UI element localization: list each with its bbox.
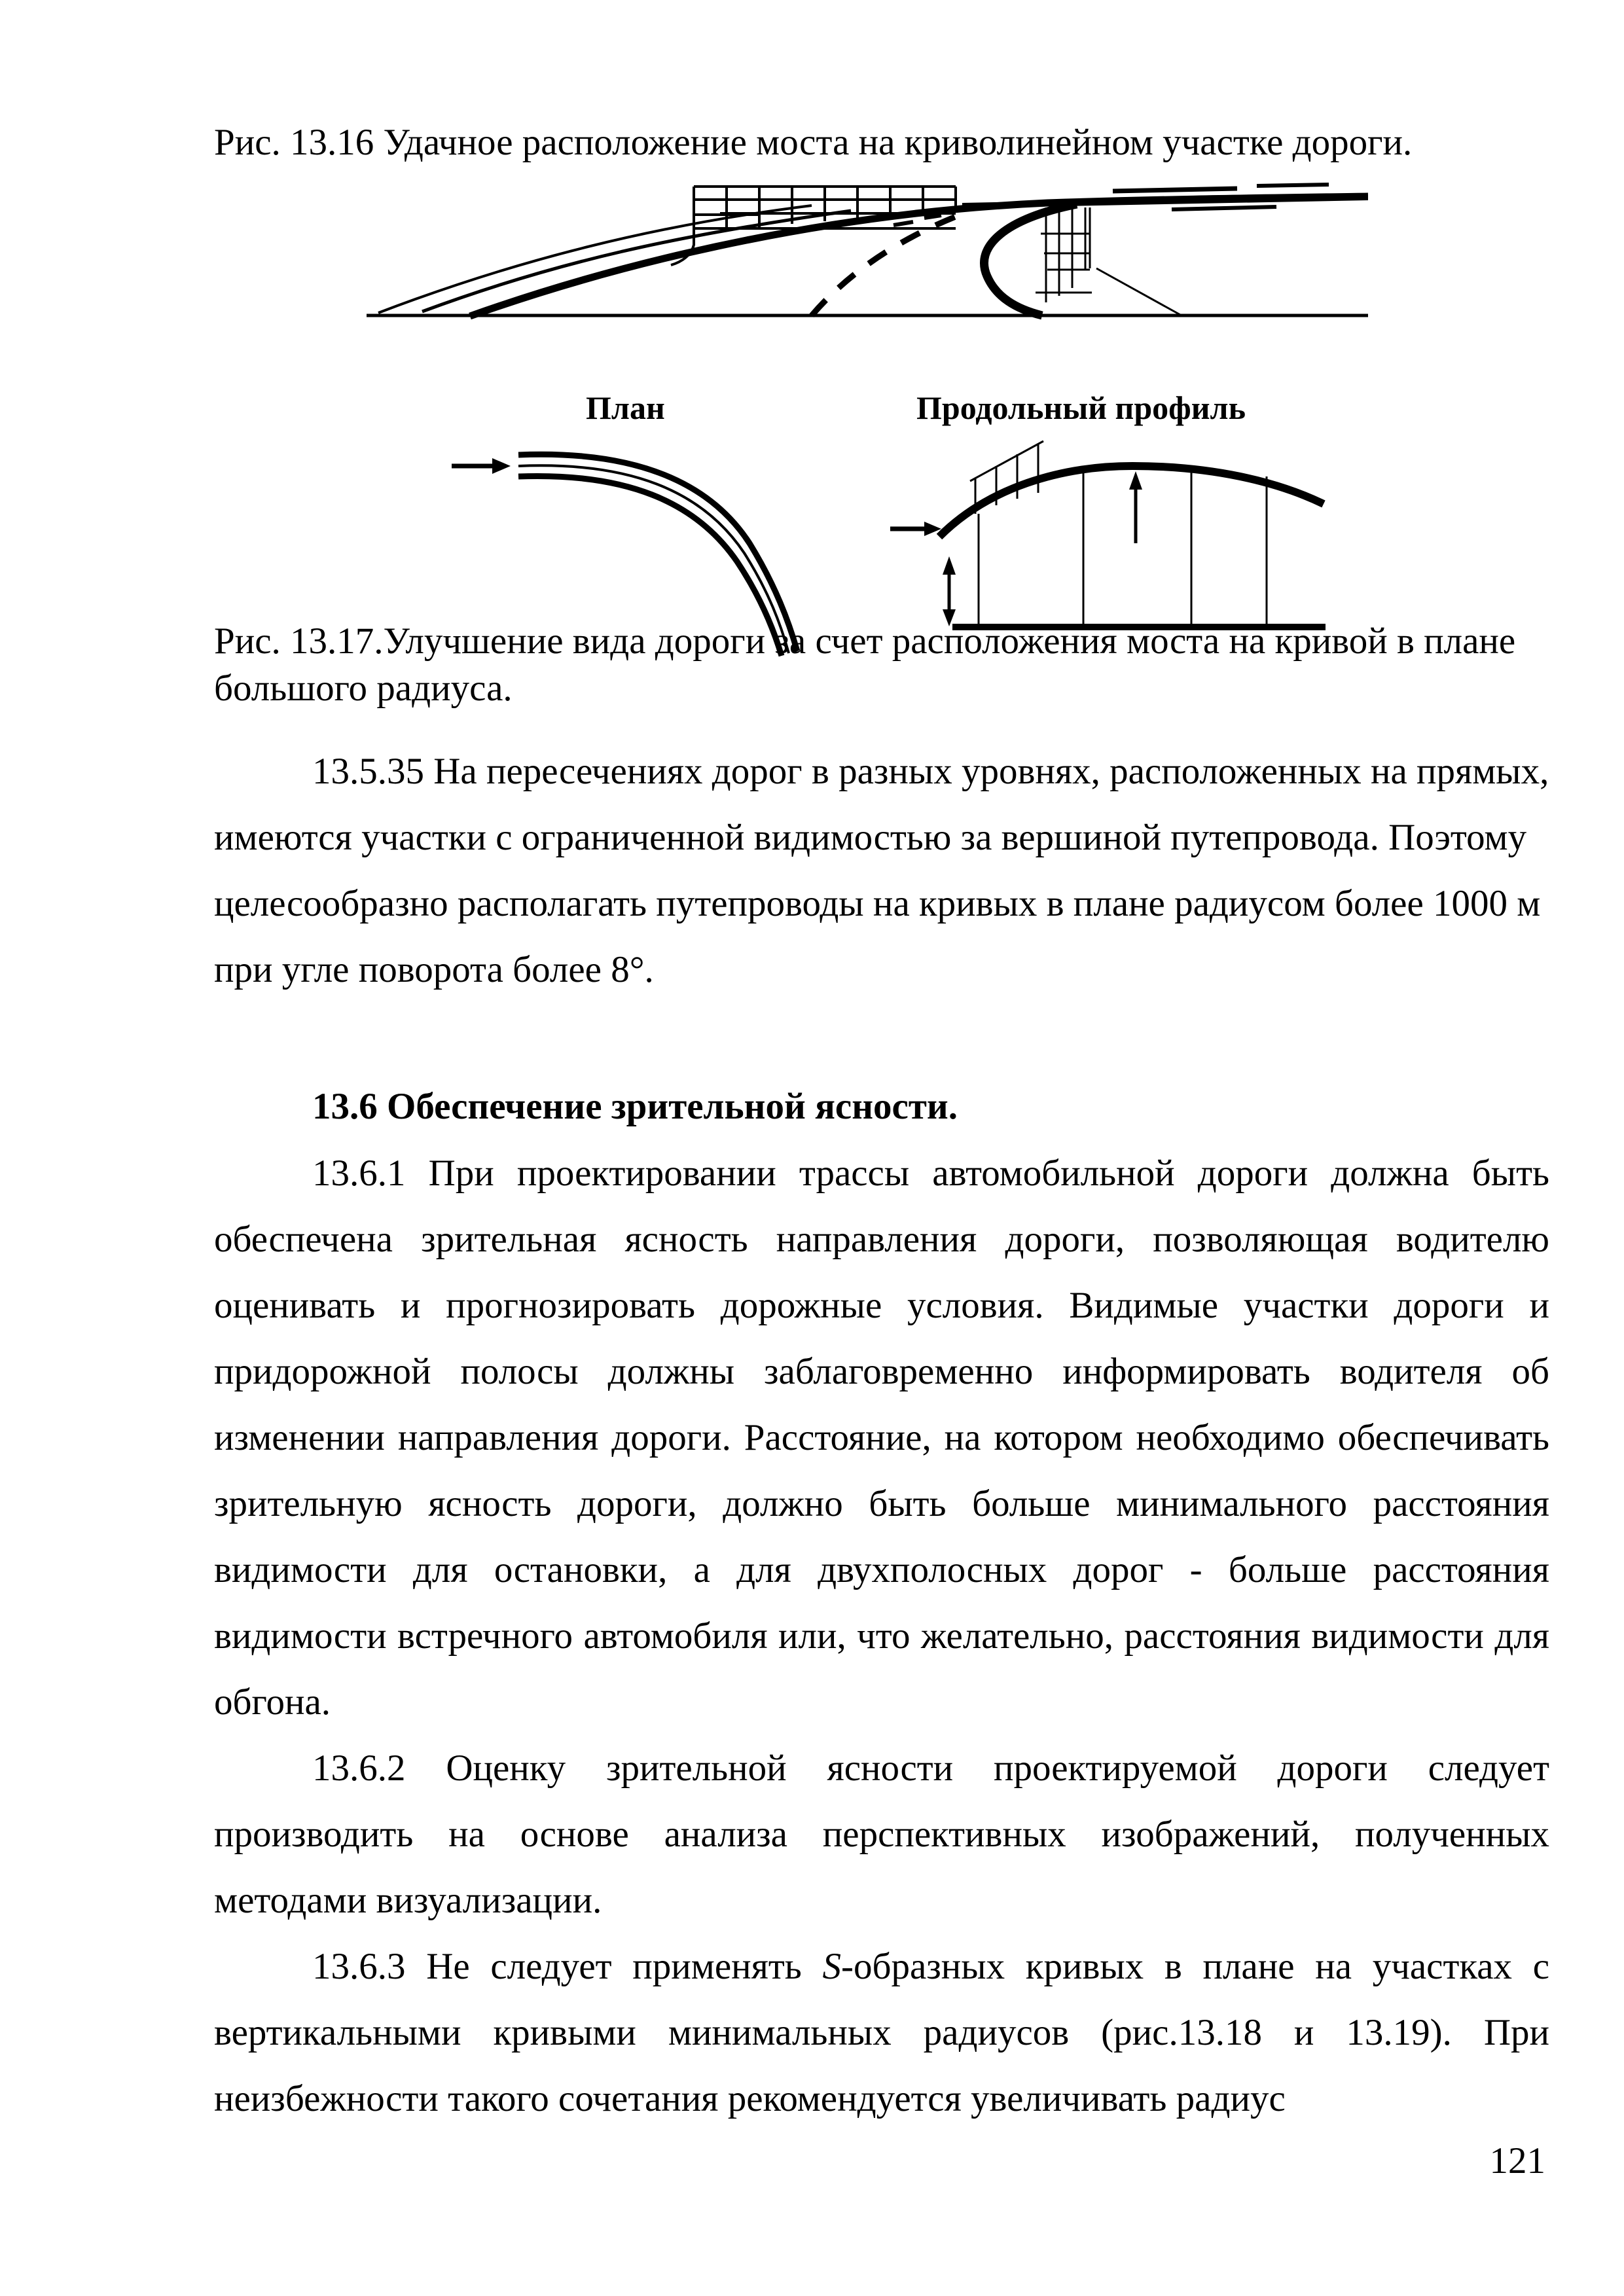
height-arrow-up-head — [943, 556, 956, 575]
profile-diagram — [890, 441, 1326, 627]
plan-diagram-label: План — [586, 389, 665, 426]
crest-arrow-head — [1129, 471, 1142, 490]
paragraph-13-5-35: 13.5.35 На пересечениях дорог в разных уровнях, расположенных на прямых, имеются участки с ограниченной видимостью за вершиной путепровода. Поэтому целесообразно располагать путепроводы на кривых в плане радиусом более 1000 м при угле поворота более 8°. — [214, 751, 1549, 990]
figure-13-16-caption: Рис. 13.16 Удачное расположение моста на криволинейном участке дороги. — [214, 122, 1413, 163]
paragraph-13-6-3 — [214, 1933, 1549, 2132]
horizon-strokes — [893, 185, 1368, 225]
figure-13-16-road-perspective-drawing — [301, 171, 1368, 368]
figure-13-17-caption: Рис. 13.17.Улучшение вида дороги за счет расположения моста на кривой в плане большого радиуса. — [214, 620, 1516, 709]
paragraph-13-6-3-italic-s: S — [822, 1946, 841, 1987]
profile-drop-lines — [979, 467, 1267, 627]
paragraph-13-6-1: 13.6.1 При проектировании трассы автомобильной дороги должна быть обеспечена зрительная ясность направления дороги, позволяющая водителю оценивать и прогнозировать дорожные условия. Видимые участки дороги и придорожной полосы должны заблаговременно информировать водителя об изменении направления дороги. Расстояние, на котором необходимо обеспечивать зрительную ясность дороги, должно быть больше минимального расстояния видимости для остановки, а для двухполосных дорог - больше расстояния видимости встречного автомобиля или, что желательно, расстояния видимости для обгона. — [214, 1153, 1549, 1723]
paragraph-13-6-2: 13.6.2 Оценку зрительной ясности проектируемой дороги следует производить на основе анализа перспективных изображений, полученных методами визуализации. — [214, 1748, 1549, 1921]
paragraph-13-6-3-text-after: -образных кривых в плане на участках с вертикальными кривыми минимальных радиусов (рис.13.18 и 13.19). При неизбежности такого сочетания рекомендуется увеличивать радиус — [214, 1946, 1549, 2119]
plan-arrow-head — [492, 458, 511, 474]
page-number: 121 — [1489, 2140, 1545, 2181]
profile-diagram-label: Продольный профиль — [916, 389, 1246, 426]
paragraph-13-6-3-text-before: 13.6.3 Не следует применять — [312, 1946, 823, 1987]
section-heading-13-6: 13.6 Обеспечение зрительной ясности. — [312, 1086, 958, 1127]
far-bridge-lattice — [1041, 207, 1090, 302]
